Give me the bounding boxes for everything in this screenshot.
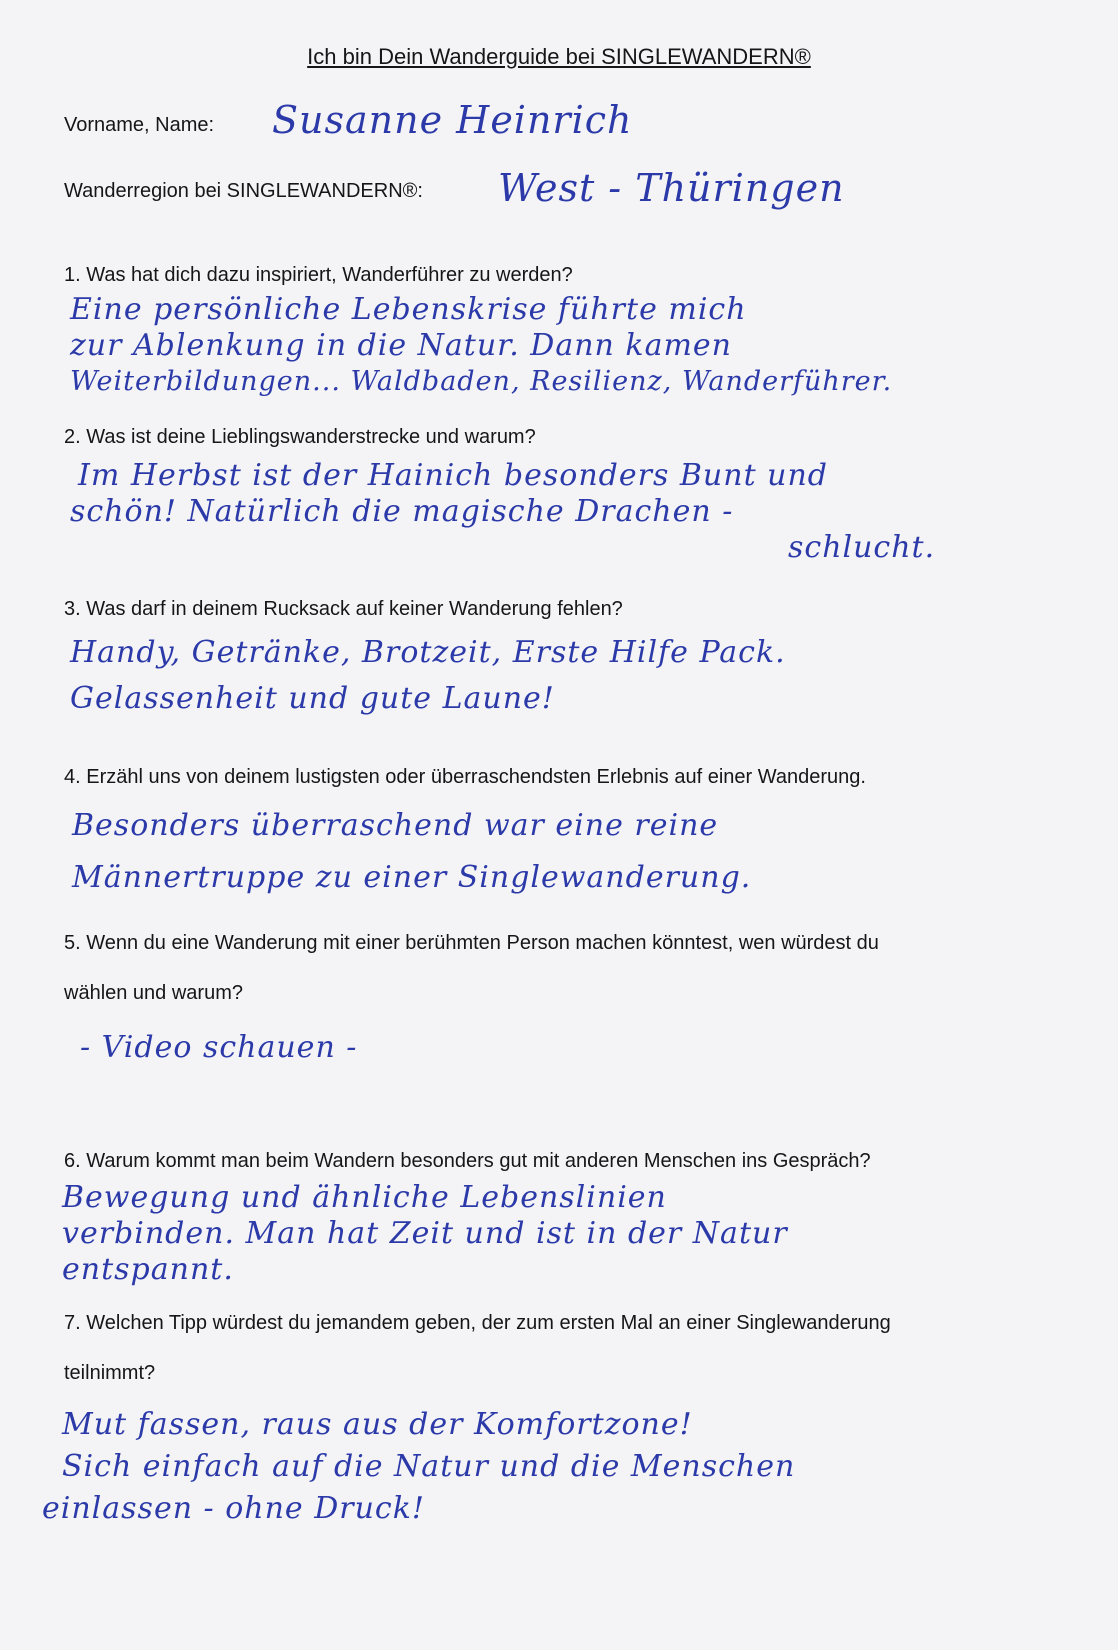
answer-1-line: Weiterbildungen... Waldbaden, Resilienz, Wanderführer. (70, 366, 893, 397)
question-2: 2. Was ist deine Lieblingswanderstrecke und warum? (64, 426, 536, 448)
region-label: Wanderregion bei SINGLEWANDERN®: (64, 180, 423, 202)
answer-5 (80, 1030, 357, 1066)
name-value: Susanne Heinrich (272, 98, 633, 142)
question-4: 4. Erzähl uns von deinem lustigsten oder überraschendsten Erlebnis auf einer Wanderung. (64, 766, 866, 788)
answer-4 (72, 800, 751, 904)
page-title: Ich bin Dein Wanderguide bei SINGLEWANDERN® (307, 44, 811, 69)
question-5-continued: wählen und warum? (64, 982, 243, 1004)
answer-3 (70, 630, 786, 722)
answer-4-line: Männertruppe zu einer Singlewanderung. (72, 860, 752, 895)
answer-7-line: einlassen - ohne Druck! (42, 1491, 425, 1526)
answer-4-line: Besonders überraschend war eine reine (72, 808, 719, 843)
question-6: 6. Warum kommt man beim Wandern besonders gut mit anderen Menschen ins Gespräch? (64, 1150, 871, 1172)
question-3: 3. Was darf in deinem Rucksack auf keiner Wanderung fehlen? (64, 598, 623, 620)
answer-3-line: Gelassenheit und gute Laune! (70, 681, 555, 716)
answer-7-line: Sich einfach auf die Natur und die Menschen (62, 1449, 796, 1484)
answer-6-line: Bewegung und ähnliche Lebenslinien (62, 1180, 667, 1215)
name-label: Vorname, Name: (64, 114, 215, 136)
answer-2-line: Im Herbst ist der Hainich besonders Bunt und (78, 458, 829, 493)
answer-1 (70, 292, 892, 400)
answer-2 (70, 458, 936, 566)
answer-1-line: Eine persönliche Lebenskrise führte mich (70, 292, 747, 327)
answer-6-line: verbinden. Man hat Zeit und ist in der Natur (62, 1216, 788, 1251)
answer-2-line: schlucht. (788, 530, 936, 565)
question-7: 7. Welchen Tipp würdest du jemandem geben, der zum ersten Mal an einer Singlewanderung (64, 1312, 891, 1334)
answer-6-line: entspannt. (62, 1252, 234, 1287)
answer-1-line: zur Ablenkung in die Natur. Dann kamen (70, 328, 732, 363)
question-5: 5. Wenn du eine Wanderung mit einer berühmten Person machen könntest, wen würdest du (64, 932, 879, 954)
answer-3-line: Handy, Getränke, Brotzeit, Erste Hilfe Pack. (70, 635, 786, 670)
answer-2-line: schön! Natürlich die magische Drachen - (70, 494, 734, 529)
answer-7-line: Mut fassen, raus aus der Komfortzone! (62, 1407, 693, 1442)
answer-5-line: - Video schauen - (80, 1030, 358, 1065)
answer-7 (42, 1404, 796, 1530)
region-value: West - Thüringen (498, 166, 845, 210)
question-7-continued: teilnimmt? (64, 1362, 156, 1384)
answer-6 (62, 1180, 788, 1288)
question-1: 1. Was hat dich dazu inspiriert, Wanderführer zu werden? (64, 264, 573, 286)
